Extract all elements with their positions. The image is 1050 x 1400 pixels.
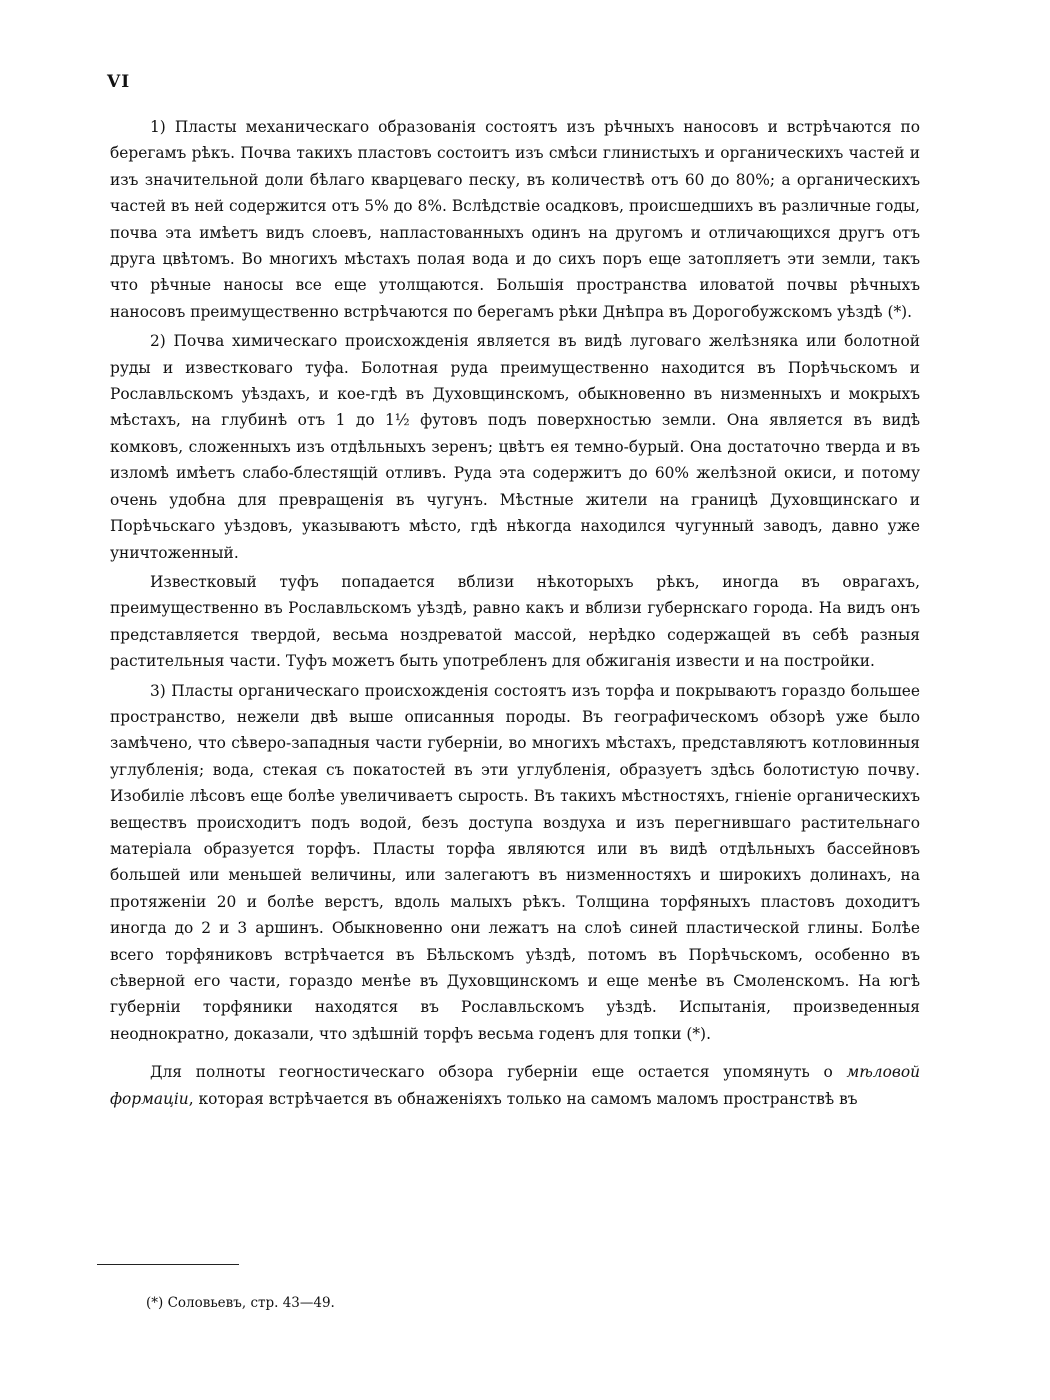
paragraph-chalk-formation (110, 1059, 920, 1112)
page-number: VI (107, 72, 131, 92)
paragraph-text: 2) Почва химическаго происхожденія является въ видѣ луговаго желѣзняка или болотной руды и известковаго туфа. Болотная руда преимущественно находится въ Порѣчьскомъ и Рославльскомъ уѣздахъ, и кое-гдѣ въ Духовщинскомъ, обыкновенно въ низменныхъ и мокрыхъ мѣстахъ, на глубинѣ отъ 1 до 1½ футовъ подъ поверхностью земли. Она является въ видѣ комковъ, сложенныхъ изъ отдѣльныхъ зеренъ; цвѣтъ ея темно-бурый. Она достаточно тверда и въ изломѣ имѣетъ слабо-блестящій отливъ. Руда эта содержитъ до 60% желѣзной окиси, и потому очень удобна для превращенія въ чугунъ. Мѣстные жители на границѣ Духовщинскаго и Порѣчьскаго уѣздовъ, указываютъ мѣсто, гдѣ нѣкогда находился чугунный заводъ, давно уже уничтоженный. (110, 332, 920, 562)
paragraph-text: 3) Пласты органическаго происхожденія состоятъ изъ торфа и покрываютъ гораздо большее пространство, нежели двѣ выше описанныя породы. Въ географическомъ обзорѣ уже было замѣчено, что сѣверо-западныя части губерніи, во многихъ мѣстахъ, представляютъ котловинныя углубленія; вода, стекая съ покатостей въ эти углубленія, образуетъ здѣсь болотистую почву. Изобиліе лѣсовъ еще болѣе увеличиваетъ сырость. Въ такихъ мѣстностяхъ, гніеніе органическихъ веществъ происходитъ подъ водой, безъ доступа воздуха и изъ перегнившаго растительнаго матеріала образуется торфъ. Пласты торфа являются или въ видѣ отдѣльныхъ бассейновъ большей или меньшей величины, или залегаютъ въ низменностяхъ и широкихъ долинахъ, на протяженіи 20 и болѣе верстъ, вдоль малыхъ рѣкъ. Толщина торфяныхъ пластовъ доходитъ иногда до 2 и 3 аршинъ. Обыкновенно они лежатъ на слоѣ синей пластической глины. Болѣе всего торфяниковъ встрѣчается въ Бѣльскомъ уѣздѣ, потомъ въ Порѣчьскомъ, особенно въ сѣверной его части, гораздо менѣе въ Духовщинскомъ и еще менѣе въ Смоленскомъ. На югѣ губерніи торфяники находятся въ Рославльскомъ уѣздѣ. Испытанія, произведенныя неоднократно, доказали, что здѣшній торфъ весьма годенъ для топки (*). (110, 681, 920, 1043)
paragraph-text-before: Для полноты геогностическаго обзора губерніи еще остается упомянуть о (150, 1063, 847, 1082)
paragraph-text-after: , которая встрѣчается въ обнаженіяхъ только на самомъ маломъ пространствѣ въ (188, 1089, 858, 1108)
paragraph-text: 1) Пласты механическаго образованія состоятъ изъ рѣчныхъ наносовъ и встрѣчаются по берегамъ рѣкъ. Почва такихъ пластовъ состоитъ изъ смѣси глинистыхъ и органическихъ частей и изъ значительной доли бѣлаго кварцеваго песку, въ количествѣ отъ 60 до 80%; а органическихъ частей въ ней содержится отъ 5% до 8%. Вслѣдствіе осадковъ, происшедшихъ въ различные годы, почва эта имѣетъ видъ слоевъ, напластованныхъ одинъ на другомъ и отличающихся другъ отъ друга цвѣтомъ. Во многихъ мѣстахъ полая вода и до сихъ поръ еще затопляетъ эти земли, такъ что рѣчные наносы все еще утолщаются. Большія пространства иловатой почвы рѣчныхъ наносовъ преимущественно встрѣчаются по берегамъ рѣки Днѣпра въ Дорогобужскомъ уѣздѣ (*). (110, 118, 920, 321)
paragraph-text: Известковый туфъ попадается вблизи нѣкоторыхъ рѣкъ, иногда въ оврагахъ, преимущественно въ Рославльскомъ уѣздѣ, равно какъ и вблизи губернскаго города. На видъ онъ представляется твердой, весьма ноздреватой массой, нерѣдко содержащей въ себѣ разныя растительныя части. Туфъ можетъ быть употребленъ для обжиганія извести и на постройки. (110, 572, 920, 671)
paragraph-chemical-origin (110, 328, 920, 566)
paragraph-italic-term: мѣловой формаціи (110, 1063, 920, 1108)
paragraph-calcareous-tuff (110, 569, 920, 675)
paragraph-organic-strata (110, 678, 920, 1048)
paragraph-mechanical-strata (110, 114, 920, 325)
footnote: (*) Соловьевъ, стр. 43—49. (146, 1295, 335, 1311)
body-text (110, 114, 920, 1112)
footnote-divider (97, 1264, 239, 1265)
